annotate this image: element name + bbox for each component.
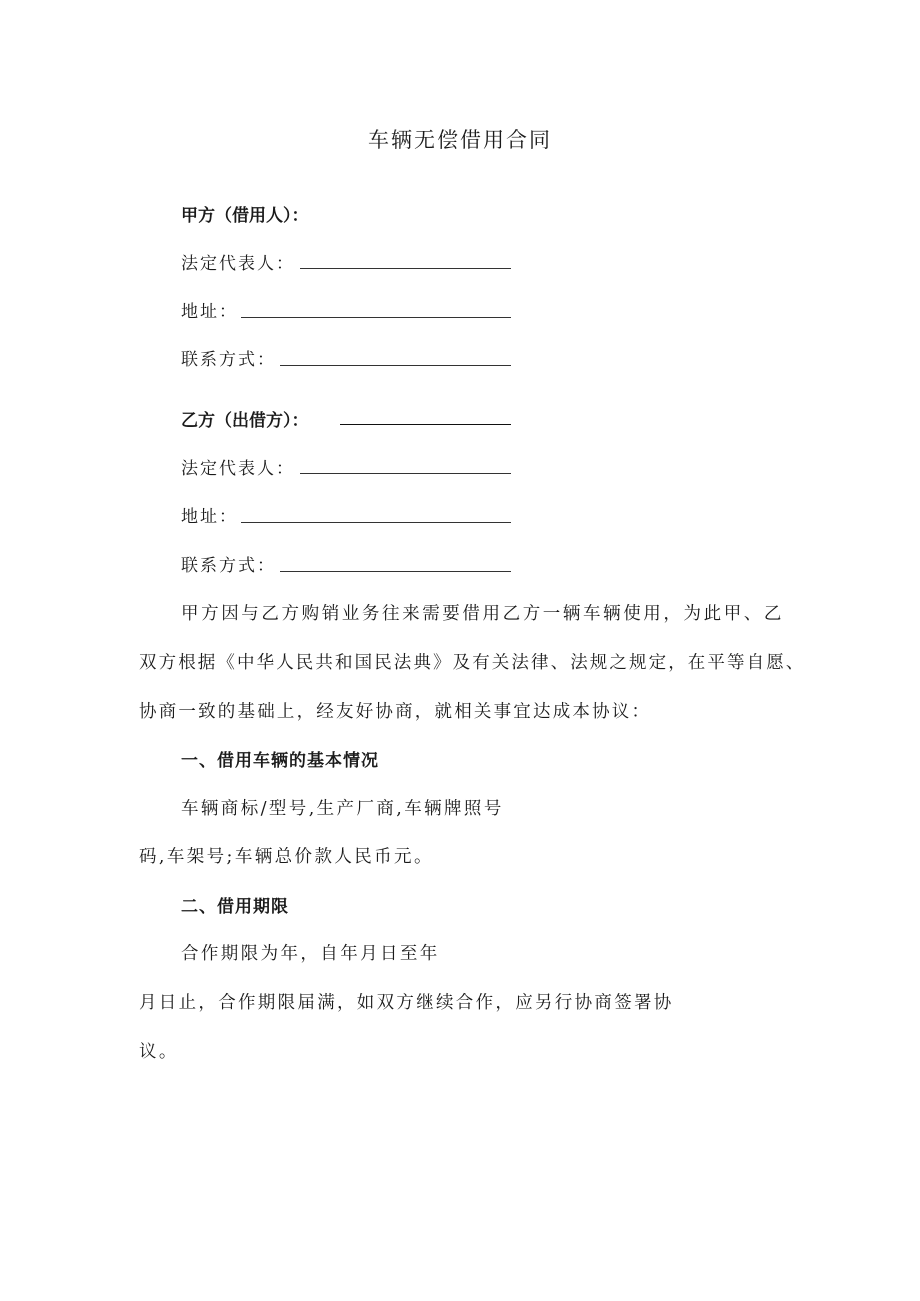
party-a-contact-blank[interactable] bbox=[280, 365, 511, 366]
section-1-line-1: 车辆商标/型号,生产厂商,车辆牌照号 bbox=[181, 799, 504, 819]
party-b-rep-blank[interactable] bbox=[300, 473, 511, 474]
party-a-address-blank[interactable] bbox=[241, 317, 511, 318]
party-a-rep-label: 法定代表人： bbox=[181, 254, 295, 274]
party-b-name-blank[interactable] bbox=[340, 424, 511, 425]
party-a-address-label: 地址： bbox=[181, 302, 238, 322]
section-2-line-1: 合作期限为年，自年月日至年 bbox=[181, 944, 440, 964]
party-a-contact-label: 联系方式： bbox=[181, 350, 276, 370]
intro-line-1: 甲方因与乙方购销业务往来需要借用乙方一辆车辆使用，为此甲、乙 bbox=[181, 604, 784, 624]
document-title: 车辆无偿借用合同 bbox=[368, 128, 552, 152]
section-1-heading: 一、借用车辆的基本情况 bbox=[181, 751, 379, 771]
party-a-rep-blank[interactable] bbox=[300, 268, 511, 269]
party-b-heading: 乙方（出借方）： bbox=[181, 411, 309, 431]
party-b-contact-label: 联系方式： bbox=[181, 556, 276, 576]
intro-line-2: 双方根据《中华人民共和国民法典》及有关法律、法规之规定，在平等自愿、 bbox=[139, 653, 806, 673]
section-2-line-3: 议。 bbox=[139, 1042, 179, 1062]
intro-line-3: 协商一致的基础上，经友好协商，就相关事宜达成本协议： bbox=[139, 702, 652, 722]
section-1-line-2: 码,车架号;车辆总价款人民币元。 bbox=[139, 847, 434, 867]
party-b-contact-blank[interactable] bbox=[280, 571, 511, 572]
party-b-address-blank[interactable] bbox=[241, 522, 511, 523]
party-b-address-label: 地址： bbox=[181, 507, 238, 527]
party-b-rep-label: 法定代表人： bbox=[181, 459, 295, 479]
section-2-line-2: 月日止，合作期限届满，如双方继续合作，应另行协商签署协 bbox=[139, 993, 674, 1013]
party-a-heading: 甲方（借用人）： bbox=[181, 206, 309, 226]
section-2-heading: 二、借用期限 bbox=[181, 897, 289, 917]
